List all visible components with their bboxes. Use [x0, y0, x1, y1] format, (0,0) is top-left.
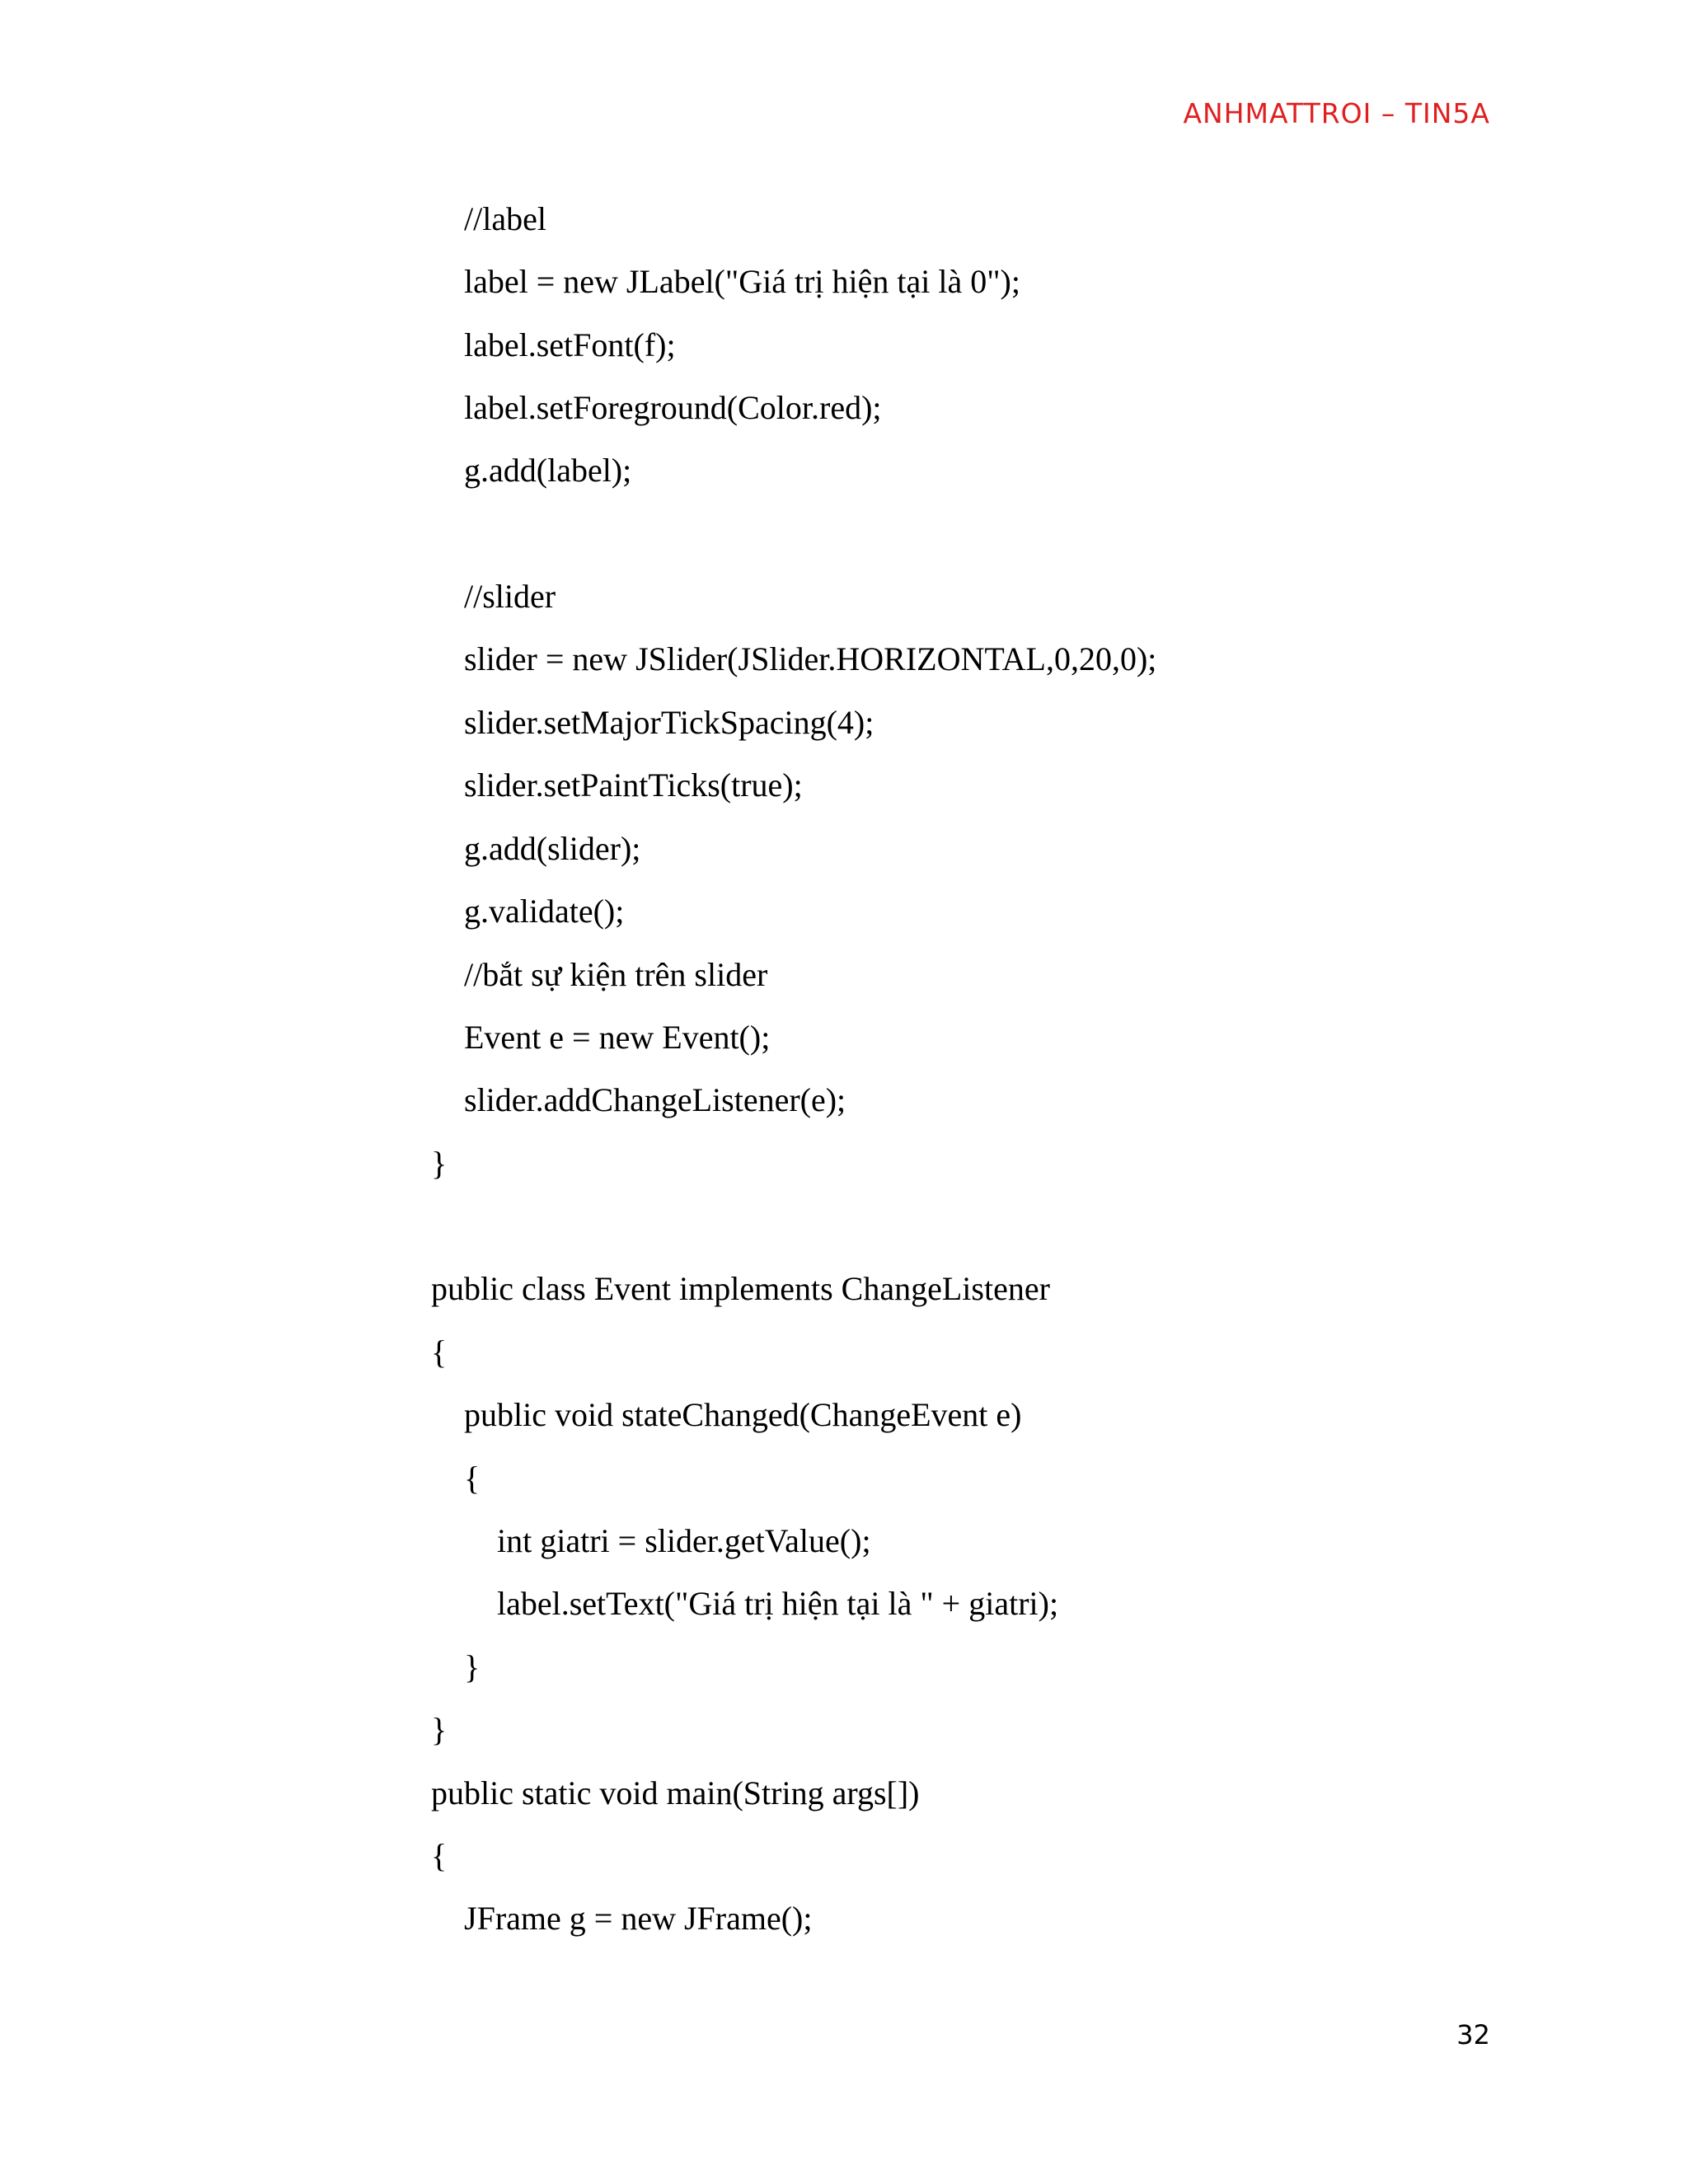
code-line: //label: [464, 200, 546, 237]
code-line: g.add(label);: [464, 452, 632, 489]
code-line: //bắt sự kiện trên slider: [464, 956, 768, 993]
document-header: ANHMATTROI – TIN5A: [1183, 97, 1490, 129]
code-line: public class Event implements ChangeListener: [431, 1270, 1050, 1307]
code-line: label = new JLabel("Giá trị hiện tại là 0");: [464, 263, 1020, 300]
code-line: }: [431, 1711, 448, 1748]
code-line: label.setFont(f);: [464, 326, 676, 363]
code-line: label.setText("Giá trị hiện tại là " + giatri);: [497, 1585, 1059, 1622]
page-number: 32: [1456, 2019, 1490, 2050]
code-line: }: [464, 1648, 481, 1685]
code-line: {: [464, 1460, 481, 1497]
code-line: public void stateChanged(ChangeEvent e): [464, 1396, 1022, 1433]
code-line: Event e = new Event();: [464, 1019, 771, 1056]
code-line: g.add(slider);: [464, 830, 641, 867]
code-line: {: [431, 1333, 448, 1371]
code-line: slider.setPaintTicks(true);: [464, 766, 803, 804]
code-line: slider.setMajorTickSpacing(4);: [464, 704, 874, 741]
code-line: label.setForeground(Color.red);: [464, 389, 882, 426]
code-line: }: [431, 1145, 448, 1182]
code-line: JFrame g = new JFrame();: [464, 1900, 813, 1937]
code-line: slider.addChangeListener(e);: [464, 1081, 846, 1118]
code-line: g.validate();: [464, 893, 625, 930]
code-line: public static void main(String args[]): [431, 1774, 920, 1811]
code-line: {: [431, 1837, 448, 1874]
code-line: //slider: [464, 578, 556, 615]
code-line: int giatri = slider.getValue();: [497, 1522, 871, 1559]
code-line: slider = new JSlider(JSlider.HORIZONTAL,0,20,0);: [464, 640, 1157, 677]
